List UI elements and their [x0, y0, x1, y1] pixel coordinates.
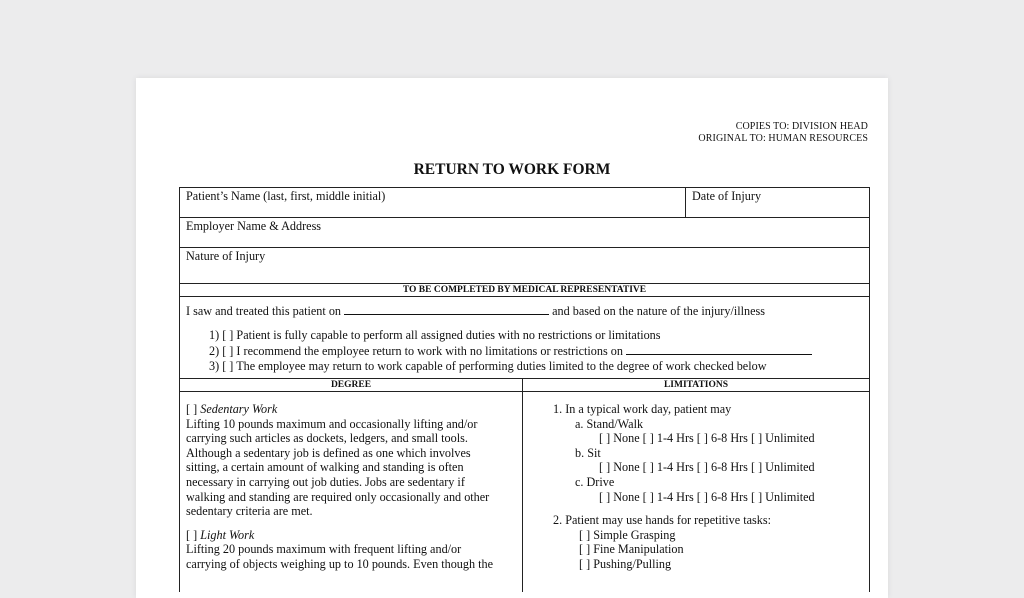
- degree-column: [180, 392, 523, 592]
- sit-label: b. Sit: [575, 445, 601, 460]
- sedentary-desc-5: necessary in carrying out job duties. Jobs are sedentary if: [186, 474, 465, 489]
- employer-field[interactable]: Employer Name & Address: [180, 218, 869, 248]
- light-work-checkbox[interactable]: [ ]: [186, 527, 201, 542]
- sedentary-desc-4: sitting, a certain amount of walking and standing is often: [186, 460, 464, 475]
- patient-row: [180, 188, 869, 218]
- degree-limitations-table: [180, 392, 869, 592]
- form-title: RETURN TO WORK FORM: [413, 161, 611, 178]
- saw-start-text: I saw and treated this patient on: [186, 304, 342, 318]
- limitations-header: LIMITATIONS: [663, 380, 729, 390]
- sedentary-title: Sedentary Work: [200, 402, 278, 416]
- date-of-injury-field[interactable]: Date of Injury: [692, 189, 762, 203]
- sit-options[interactable]: [ ] None [ ] 1-4 Hrs [ ] 6-8 Hrs [ ] Unlimited: [599, 460, 815, 475]
- option-2-text: 2) [ ] I recommend the employee return to work with no limitations or restrictions on: [209, 344, 623, 358]
- copies-to: COPIES TO: DIVISION HEAD: [735, 121, 868, 132]
- light-desc-1: Lifting 20 pounds maximum with frequent lifting and/or: [186, 542, 462, 557]
- sedentary-desc-3: Although a sedentary job is defined as one which involves: [186, 445, 471, 460]
- light-desc-2: carrying of objects weighing up to 10 pounds. Even though the: [186, 556, 494, 571]
- option-1[interactable]: 1) [ ] Patient is fully capable to perform all assigned duties with no restrictions or limitations: [209, 328, 661, 342]
- nature-of-injury-field[interactable]: Nature of Injury: [180, 248, 869, 284]
- document-page: [136, 78, 888, 598]
- light-work-option[interactable]: [186, 528, 516, 543]
- return-options: [186, 328, 863, 374]
- stand-walk-options[interactable]: [ ] None [ ] 1-4 Hrs [ ] 6-8 Hrs [ ] Unlimited: [599, 431, 815, 446]
- patient-name-field[interactable]: Patient’s Name (last, first, middle initial): [180, 188, 686, 217]
- option-3[interactable]: 3) [ ] The employee may return to work capable of performing duties limited to the degree of work checked below: [209, 359, 767, 373]
- question-2: 2. Patient may use hands for repetitive tasks:: [553, 513, 771, 528]
- drive-label: c. Drive: [575, 474, 615, 489]
- question-1: 1. In a typical work day, patient may: [553, 402, 732, 416]
- option-2[interactable]: [209, 343, 863, 359]
- sedentary-desc-1: Lifting 10 pounds maximum and occasionally lifting and/or: [186, 416, 478, 431]
- sedentary-option[interactable]: [186, 402, 516, 417]
- sedentary-checkbox[interactable]: [ ]: [186, 402, 201, 416]
- degree-header: DEGREE: [180, 379, 523, 391]
- fine-manipulation-option[interactable]: [ ] Fine Manipulation: [579, 542, 684, 557]
- simple-grasping-option[interactable]: [ ] Simple Grasping: [579, 527, 676, 542]
- stand-walk-label: a. Stand/Walk: [575, 416, 644, 431]
- routing-info: [698, 121, 868, 145]
- treatment-statement: [180, 297, 869, 379]
- original-to: ORIGINAL TO: HUMAN RESOURCES: [698, 133, 868, 144]
- drive-options[interactable]: [ ] None [ ] 1-4 Hrs [ ] 6-8 Hrs [ ] Unlimited: [599, 489, 815, 504]
- sedentary-desc-6: walking and standing are required only occasionally and other: [186, 489, 490, 504]
- treatment-date-blank[interactable]: [344, 303, 549, 315]
- pushing-pulling-option[interactable]: [ ] Pushing/Pulling: [579, 556, 672, 571]
- option-2-blank[interactable]: [626, 343, 812, 355]
- table-header: [180, 379, 869, 392]
- light-work-title: Light Work: [200, 527, 255, 542]
- saw-end-text: and based on the nature of the injury/illness: [552, 304, 765, 318]
- sedentary-desc-7: sedentary criteria are met.: [186, 504, 313, 519]
- limitations-column: [523, 392, 869, 592]
- sedentary-desc-2: carrying such articles as dockets, ledgers, and small tools.: [186, 431, 468, 446]
- return-to-work-form: [179, 187, 870, 592]
- medical-banner: TO BE COMPLETED BY MEDICAL REPRESENTATIVE: [180, 284, 869, 297]
